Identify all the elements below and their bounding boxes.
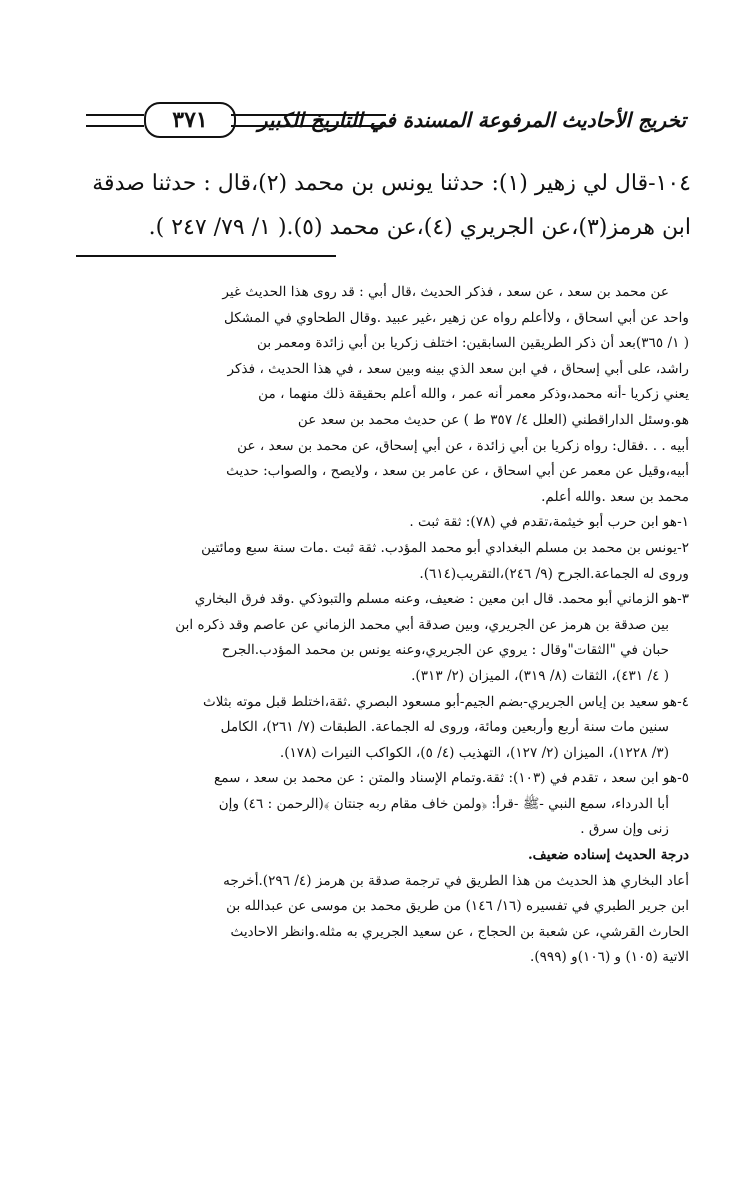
footnote-3: ٣-هو الزماني أبو محمد. قال ابن معين : ضعيف، وعنه مسلم والتبوذكي .وقد فرق البخاري xyxy=(194,591,689,608)
commentary-line: يعني زكريا -أنه محمد،وذكر معمر أنه عمر ، والله أعلم بحقيقة ذلك منهما ، من xyxy=(258,386,689,403)
commentary-line: عن محمد بن سعد ، عن سعد ، فذكر الحديث ،قال أبي : قد روى هذا الحديث غير xyxy=(222,284,669,300)
grade-line: الاتية (١٠٥) و (١٠٦)و (٩٩٩). xyxy=(530,949,689,966)
hadith-line: ١٠٤-قال لي زهير (١): حدثنا يونس بن محمد (٢)،قال : حدثنا صدقة xyxy=(92,171,691,196)
commentary-line: ( ١/ ٣٦٥)بعد أن ذكر الطريقين السابقين: اختلف زكريا بن أبي زائدة ومعمر بن xyxy=(256,335,689,352)
footnote-1: ١-هو ابن حرب أبو خيثمة،تقدم في (٧٨): ثقة ثبت . xyxy=(409,514,689,531)
footnote-line: (٣/ ١٢٢٨)، الميزان (٢/ ١٢٧)، التهذيب (٤/ ٥)، الكواكب النيرات (١٧٨). xyxy=(279,744,669,761)
commentary-line: هو.وسئل الداراقطني (العلل ٤/ ٣٥٧ ط ) عن حديث محمد بن سعد عن xyxy=(297,411,689,428)
grade-line: ابن جرير الطبري في تفسيره (١٦/ ١٤٦) من طريق محمد بن موسى عن عبدالله بن xyxy=(226,898,689,915)
running-header xyxy=(86,102,686,142)
footnote-line: سنين مات سنة أربع وأربعين ومائة، وروى له الجماعة. الطبقات (٧/ ٢٦١)، الكامل xyxy=(220,719,669,736)
footnote-line: زنى وإن سرق . xyxy=(580,821,669,838)
commentary-line: أبيه . . .فقال: رواه زكريا بن أبي زائدة ، عن أبي إسحاق، عن محمد بن سعد ، عن xyxy=(237,437,689,454)
footnotes-section xyxy=(60,280,689,971)
footnote-line: أبا الدرداء، سمع النبي -ﷺ -قرأ: ﴿ولمن خاف مقام ربه جنتان ﴾(الرحمن : ٤٦) وإن xyxy=(218,795,669,812)
footnote-2: ٢-يونس بن محمد بن مسلم البغدادي أبو محمد المؤدب. ثقة ثبت .مات سنة سبع ومائتين xyxy=(201,539,689,556)
commentary-line: أبيه،وقيل عن معمر عن أبي اسحاق ، عن عامر بن سعد ، ولايصح ، والصواب: حديث xyxy=(226,463,689,480)
footnote-line: بين صدقة بن هرمز عن الجريري، وبين صدقة أبي محمد الزماني عن عاصم وقد ذكره ابن xyxy=(175,616,669,633)
commentary-line: راشد، على أبي إسحاق ، في ابن سعد الذي بينه وبين سعد ، في هذا الحديث ، فذكر xyxy=(227,360,689,377)
footnote-line: ( ٤/ ٤٣١)، الثقات (٨/ ٣١٩)، الميزان (٢/ ٣١٣). xyxy=(411,667,669,684)
header-double-rule-left xyxy=(86,114,144,127)
commentary-line: محمد بن سعد .والله أعلم. xyxy=(541,488,689,505)
hadith-line: ابن هرمز(٣)،عن الجريري (٤)،عن محمد (٥).( ١/ ٧٩/ ٢٤٧ ). xyxy=(148,215,691,240)
grade-line: الحارث القرشي، عن شعبة بن الحجاج ، عن سعيد الجريري به مثله.وانظر الاحاديث xyxy=(230,923,689,940)
footnote-line: وروى له الجماعة.الجرح (٩/ ٢٤٦)،التقريب(٦١٤). xyxy=(419,565,689,582)
footnote-4: ٤-هو سعيد بن إياس الجريري-بضم الجيم-أبو مسعود البصري .ثقة،اختلط قبل موته بثلاث xyxy=(203,693,689,710)
footnote-separator xyxy=(76,255,336,257)
grade-line: أعاد البخاري هذ الحديث من هذا الطريق في ترجمة صدقة بن هرمز (٤/ ٢٩٦).أخرجه xyxy=(223,872,689,889)
book-title: تخريج الأحاديث المرفوعة المسندة في التاريخ الكبير xyxy=(257,108,686,132)
hadith-text xyxy=(65,162,691,250)
grade-heading: درجة الحديث إسناده ضعيف. xyxy=(527,847,689,864)
page-number: ٣٧١ xyxy=(144,102,236,138)
commentary-line: واحد عن أبي اسحاق ، ولاأعلم رواه عن زهير ،غير عبيد .وقال الطحاوي في المشكل xyxy=(224,309,689,326)
footnote-line: حبان في "الثقات"وقال : يروي عن الجريري،وعنه يونس بن محمد المؤدب.الجرح xyxy=(221,642,669,659)
header-double-rule xyxy=(231,114,386,127)
footnote-5: ٥-هو ابن سعد ، تقدم في (١٠٣): ثقة.وتمام الإسناد والمتن : عن محمد بن سعد ، سمع xyxy=(214,770,689,787)
